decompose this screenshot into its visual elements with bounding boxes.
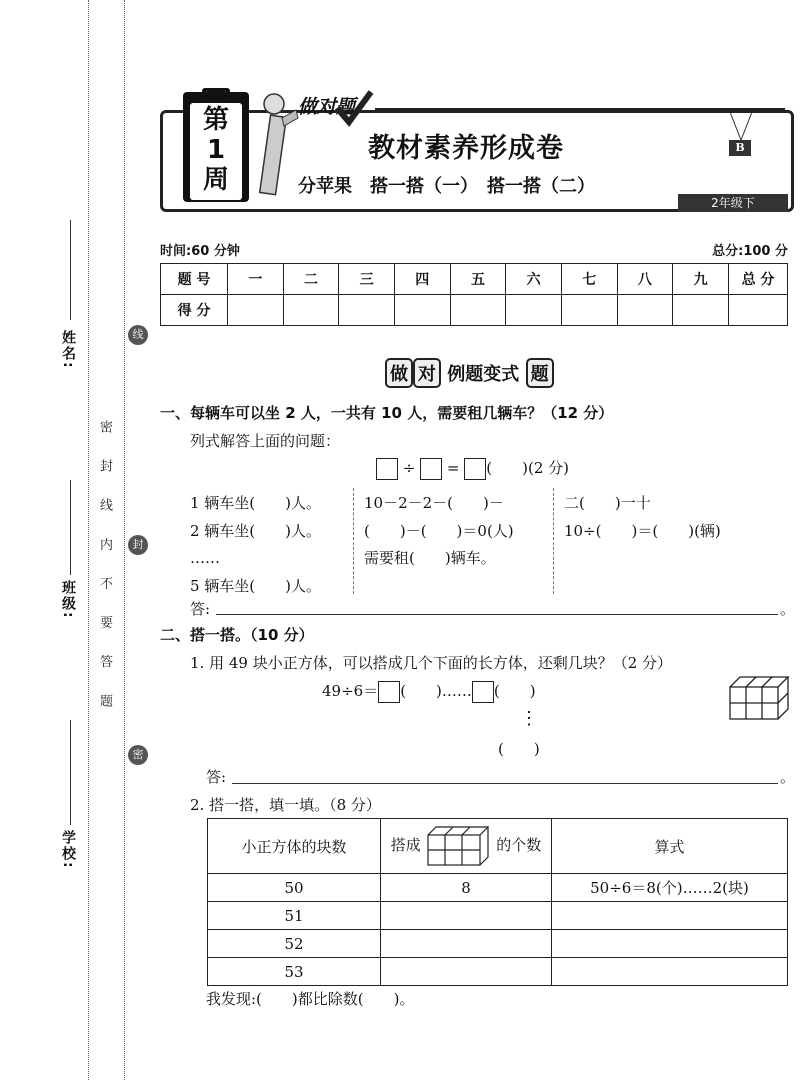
cell-blocks: 53	[208, 958, 381, 986]
score-input[interactable]	[450, 295, 506, 326]
banner-tag-1: 做	[385, 358, 413, 388]
circle-mark-seal: 封	[128, 535, 148, 555]
exam-total: 总分:100 分	[712, 244, 788, 259]
q1-m3-line: 10÷( )＝( )(辆)	[564, 521, 721, 540]
q1-equation	[376, 457, 569, 480]
q1-box-result[interactable]	[464, 458, 486, 480]
cube-table-header	[208, 819, 788, 874]
cube-table	[207, 818, 788, 986]
circle-mark-secret: 密	[128, 745, 148, 765]
exam-time: 时间:60 分钟	[160, 244, 240, 259]
q2-expr: 49÷6＝	[322, 682, 379, 700]
section-banner	[385, 358, 554, 388]
q1-m2-line: ( )－( )＝0(人)	[364, 521, 514, 540]
q2-box-remainder[interactable]	[472, 681, 494, 703]
table-row	[208, 930, 788, 958]
school-field[interactable]	[70, 720, 71, 825]
q1-m2-line: 需要租( )辆车。	[364, 549, 496, 567]
score-input[interactable]	[339, 295, 395, 326]
table-row	[208, 958, 788, 986]
header-formula: 算式	[552, 819, 788, 874]
banner-tag-3: 题	[526, 358, 554, 388]
divide-sign: ÷	[402, 459, 416, 477]
score-cell: 九	[673, 264, 729, 295]
q1-m1-line: 5 辆车坐( )人。	[190, 576, 322, 595]
q1-method1	[190, 490, 321, 600]
score-input[interactable]	[506, 295, 562, 326]
cuboid-icon	[728, 675, 790, 723]
cell-blocks: 51	[208, 902, 381, 930]
score-cell: 五	[450, 264, 506, 295]
binding-dotted-line-right	[124, 0, 125, 1080]
q1-m1-line: ……	[190, 549, 220, 567]
school-label: 学校:	[60, 830, 76, 870]
q1-divider-1	[353, 488, 354, 594]
class-label: 班级:	[60, 580, 76, 620]
score-input[interactable]	[729, 295, 788, 326]
q1-unit-points: ( )(2 分)	[486, 459, 570, 477]
cell-formula-input[interactable]	[552, 902, 788, 930]
q1-m1-line: 1 辆车坐( )人。	[190, 494, 322, 512]
score-input[interactable]	[617, 295, 673, 326]
cell-count: 8	[381, 874, 552, 902]
q2-answer-line[interactable]	[232, 783, 778, 784]
q1-m1-line: 2 辆车坐( )人。	[190, 521, 322, 540]
score-input[interactable]	[228, 295, 284, 326]
clipboard-clip-icon	[202, 88, 230, 102]
grade-tag: 2年级下	[678, 194, 788, 212]
banner-text: 例题变式	[447, 364, 520, 385]
banner-tag-2: 对	[413, 358, 441, 388]
q1-answer-period: 。	[780, 600, 796, 618]
q1-box-dividend[interactable]	[376, 458, 398, 480]
q1-box-divisor[interactable]	[420, 458, 442, 480]
q2-paren2: ( )	[493, 682, 536, 700]
score-input[interactable]	[673, 295, 729, 326]
cell-count-input[interactable]	[381, 902, 552, 930]
circle-mark-line: 线	[128, 325, 148, 345]
cell-blocks: 50	[208, 874, 381, 902]
class-field[interactable]	[70, 480, 71, 575]
score-table	[160, 263, 788, 326]
q2-answer-label: 答:	[206, 768, 227, 786]
q2-sub2: 2. 搭一搭，填一填。（8 分）	[190, 796, 381, 814]
score-cell: 题 号	[161, 264, 228, 295]
page-title: 教材素养形成卷	[368, 133, 564, 164]
q2-paren3: ( )	[498, 740, 540, 758]
q1-method2	[364, 490, 514, 573]
q1-title: 一、每辆车可以坐 2 人，一共有 10 人，需要租几辆车？（12 分）	[160, 404, 614, 422]
version-badge: B	[729, 140, 751, 156]
score-row-label: 得 分	[161, 295, 228, 326]
week-label: 第 1 周	[190, 103, 242, 200]
q1-m2-line: 10－2－2－( )－	[364, 494, 504, 512]
cell-count-input[interactable]	[381, 930, 552, 958]
score-cell: 总 分	[729, 264, 788, 295]
cell-formula-input[interactable]	[552, 958, 788, 986]
q1-prompt: 列式解答上面的问题：	[190, 432, 341, 450]
score-header-row	[161, 264, 788, 295]
checkmark-icon	[333, 88, 375, 128]
seal-notice: 密 封 线 内 不 要 答 题	[97, 420, 112, 718]
page-subtitle: 分苹果 搭一搭（一） 搭一搭（二）	[298, 176, 595, 197]
cell-formula: 50÷6＝8(个)……2(块)	[552, 874, 788, 902]
cell-count-input[interactable]	[381, 958, 552, 986]
score-input[interactable]	[561, 295, 617, 326]
score-cell: 八	[617, 264, 673, 295]
cell-formula-input[interactable]	[552, 930, 788, 958]
q2-discovery: 我发现:( )都比除数( )。	[206, 990, 415, 1008]
q1-answer-label: 答:	[190, 600, 211, 618]
header-divider	[375, 108, 785, 110]
cell-blocks: 52	[208, 930, 381, 958]
table-row	[208, 902, 788, 930]
q2-box-quotient[interactable]	[378, 681, 400, 703]
score-cell: 一	[228, 264, 284, 295]
q2-sub1-equation	[322, 680, 536, 703]
cuboid-small-icon	[426, 825, 492, 867]
pencil-mascot-icon	[252, 88, 300, 198]
header-count	[381, 819, 552, 874]
q2-paren1: ( )……	[400, 682, 472, 700]
q2-answer-period: 。	[780, 768, 796, 786]
score-cell: 三	[339, 264, 395, 295]
q2-title: 二、搭一搭。（10 分）	[160, 626, 314, 644]
q1-method3	[564, 490, 721, 545]
header-blocks: 小正方体的块数	[208, 819, 381, 874]
brand-title: 做对题	[298, 96, 356, 118]
name-field[interactable]	[70, 220, 71, 320]
q1-m3-line: 二( )一十	[564, 494, 651, 512]
q1-answer-line[interactable]	[216, 614, 778, 615]
name-label: 姓名:	[60, 330, 76, 370]
score-input[interactable]	[283, 295, 339, 326]
score-cell: 四	[394, 264, 450, 295]
score-cell: 七	[561, 264, 617, 295]
q1-divider-2	[553, 488, 554, 594]
q2-sub1: 1. 用 49 块小正方体，可以搭成几个下面的长方体，还剩几块？（2 分）	[190, 654, 673, 672]
equals-sign: =	[446, 459, 460, 477]
badge-string-icon	[728, 112, 754, 142]
score-value-row	[161, 295, 788, 326]
vertical-dots: ⋮	[520, 708, 538, 729]
score-input[interactable]	[394, 295, 450, 326]
header-count-suffix: 的个数	[496, 836, 542, 854]
header-count-prefix: 搭成	[390, 836, 421, 854]
table-row	[208, 874, 788, 902]
score-cell: 二	[283, 264, 339, 295]
binding-dotted-line-left	[88, 0, 89, 1080]
score-cell: 六	[506, 264, 562, 295]
